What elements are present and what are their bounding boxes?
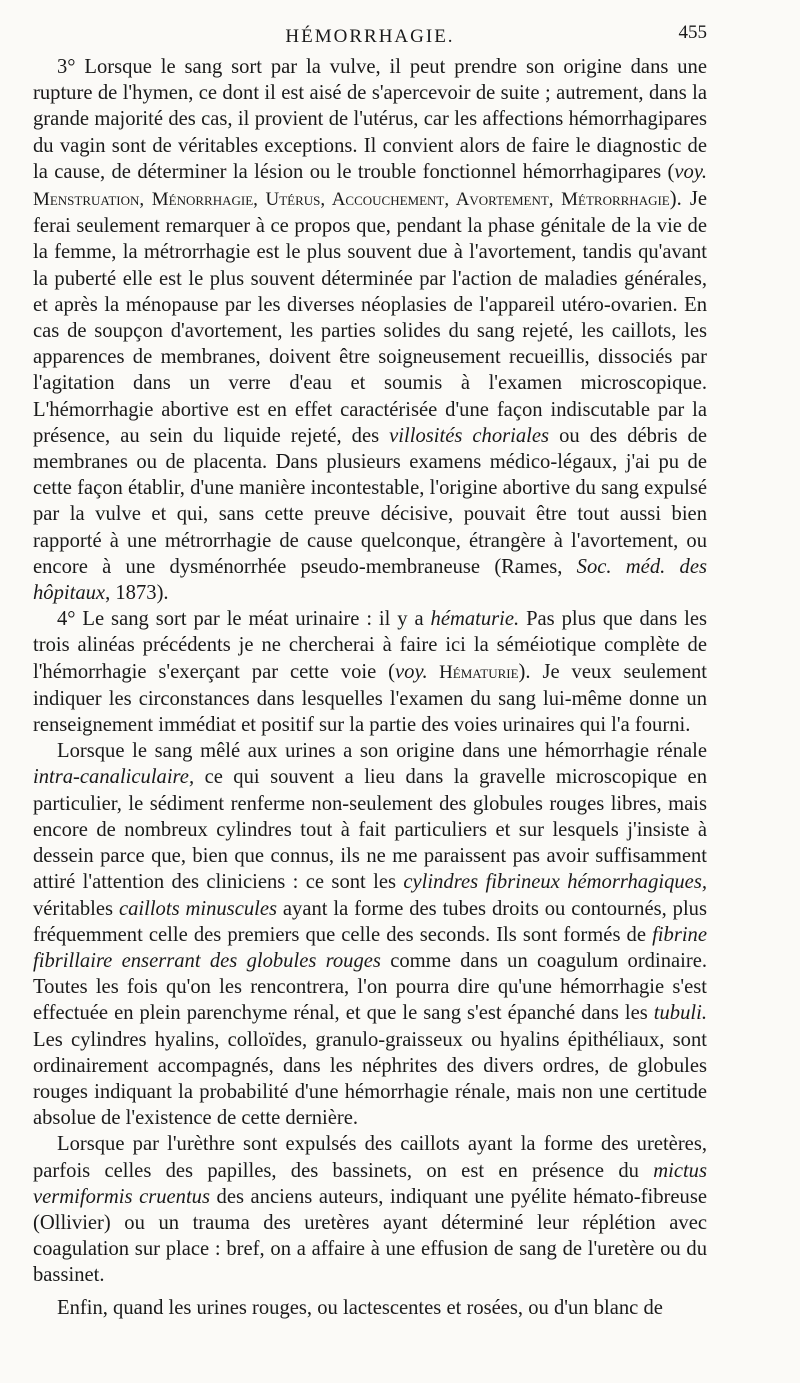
cross-references: Menstruation, Ménorrhagie, Utérus, Accouchement, Avortement, Métrorrhagie [33,189,670,211]
italic-term-caillots: caillots minuscules [118,897,278,920]
italic-term-cylindres: cylindres fibrineux hémorrhagiques, [403,871,707,894]
paragraph-urethre [33,1131,707,1288]
text-run: Lorsque par l'urèthre sont expulsés des caillots ayant la forme des uretères, parfois celles des papilles, des bassinets, on est en présence du [33,1133,707,1182]
book-page [33,14,707,1321]
text-run: comme dans un coagulum ordinaire. Toutes les fois qu'on les rencontrera, l'on pourra dire qu'une hémorrhagie s'est effectuée en plein parenchyme rénal, et que le sang s'est épanché dans les [33,949,708,1025]
text-run: 4° Le sang sort par le méat urinaire : il y a [57,608,431,631]
italic-term-tubuli: tubuli. [653,1002,707,1025]
text-run: 3° Lorsque le sang sort par la vulve, il peut prendre son origine dans une rupture de l'hymen, ce dont il est aisé de s'apercevoir de suite ; autrement, dans la grande majorité des cas, il provient de l'utérus, car les affections hémorrhagipares du vagin sont de véritables exceptions. Il convient alors de faire le diagnostic de la cause, de déterminer la lésion ou le trouble fonctionnel hémorrhagipares ( [33,56,707,183]
page-number: 455 [678,22,707,43]
text-run: ayant la forme des tubes droits ou contournés, plus fréquemment celle des premiers que celle des seconds. Ils sont formés de [33,897,707,946]
text-run: ). Je ferai seulement remarquer à ce propos que, pendant la phase génitale de la vie de la femme, la métrorrhagie est le plus souvent due à l'avortement, tandis qu'avant la puberté elle est le plus souvent déterminée par l'action de maladies générales, et après la ménopause par les diverses néoplasies de l'appareil utéro-ovarien. En cas de soupçon d'avortement, les parties solides du sang rejeté, les caillots, les apparences de membranes, doivent être soigneusement recueillis, dissociés par l'agitation dans un verre d'eau et soumis à l'examen microscopique. L'hémorrhagie abortive est en effet caractérisée d'une façon indiscutable par la présence, au sein du liquide rejeté, des [33,188,707,447]
running-title: HÉMORRHAGIE. [285,26,455,47]
text-run: , 1873). [105,582,169,605]
voy-abbrev: voy. [674,160,707,183]
text-run: Lorsque le sang mêlé aux urines a son origine dans une hémorrhagie rénale [57,740,707,763]
italic-term-villosites: villosités choriales [389,424,550,447]
citation-journal: Soc. méd. des hôpitaux [33,555,707,605]
text-run: ou des débris de membranes ou de placenta. Dans plusieurs examens médico-légaux, j'ai pu de cette façon établir, d'une manière incontestable, l'origine abortive du sang expulsé par la vulve et qui, sans cette preuve décisive, pouvait être tout aussi bien rapporté à une métrorrhagie de cause quelconque, étrangère à l'avortement, ou encore à une dysménorrhée pseudo-membraneuse (Rames, [33,424,707,578]
text-run: véritables [33,897,119,920]
running-header [33,14,707,54]
italic-term-intra-canaliculaire: intra-canaliculaire, [33,766,195,789]
text-run: des anciens auteurs, indiquant une pyélite hémato-fibreuse (Ollivier) ou un trauma des uretères ayant déterminé leur réplétion avec coagulation sur place : bref, on a affaire à une effusion de sang de l'uretère ou du bassinet. [33,1185,707,1287]
text-run: ). Je veux seulement indiquer les circonstances dans lesquelles l'examen du sang lui-même donne un renseignement immédiat et positif sur la partie des voies urinaires qui l'a fourni. [33,660,707,737]
text-run: Pas plus que dans les trois alinéas précédents je ne chercherai à faire ici la séméiotique complète de l'hémorrhagie s'exerçant par cette voie ( [33,608,707,683]
text-run: ce qui souvent a lieu dans la gravelle microscopique en particulier, le sédiment renferme non-seulement des globules rouges libres, mais encore de nombreux cylindres tout à fait particuliers et sur lesquels j'insiste à dessein parce que, bien que connus, ils ne me paraissent pas avoir suffisamment attiré l'attention des cliniciens : ce sont les [33,766,707,894]
italic-term-hematurie: hématurie. [430,608,520,631]
paragraph-hemorrhagie-renale [33,738,707,1131]
voy-abbrev: voy. [395,660,428,683]
text-run: Les cylindres hyalins, colloïdes, granulo-graisseux ou hyalins épithéliaux, sont ordinairement accompagnés, dans les néphrites des divers ordres, de globules rouges indiquant la probabilité d'une hémorrhagie rénale, mais non une certitude absolue de l'existence de cette dernière. [33,1028,707,1130]
cross-reference: Hématurie [427,661,519,683]
paragraph-vulve [33,54,707,606]
paragraph-meat-urinaire [33,606,707,738]
paragraph-enfin [33,1295,707,1321]
italic-term-fibrine: fibrine fibrillaire enserrant des globules rouges [33,923,707,972]
italic-term-mictus: mictus vermiformis cruentus [33,1159,707,1208]
text-run: Enfin, quand les urines rouges, ou lactescentes et rosées, ou d'un blanc de [57,1296,663,1319]
